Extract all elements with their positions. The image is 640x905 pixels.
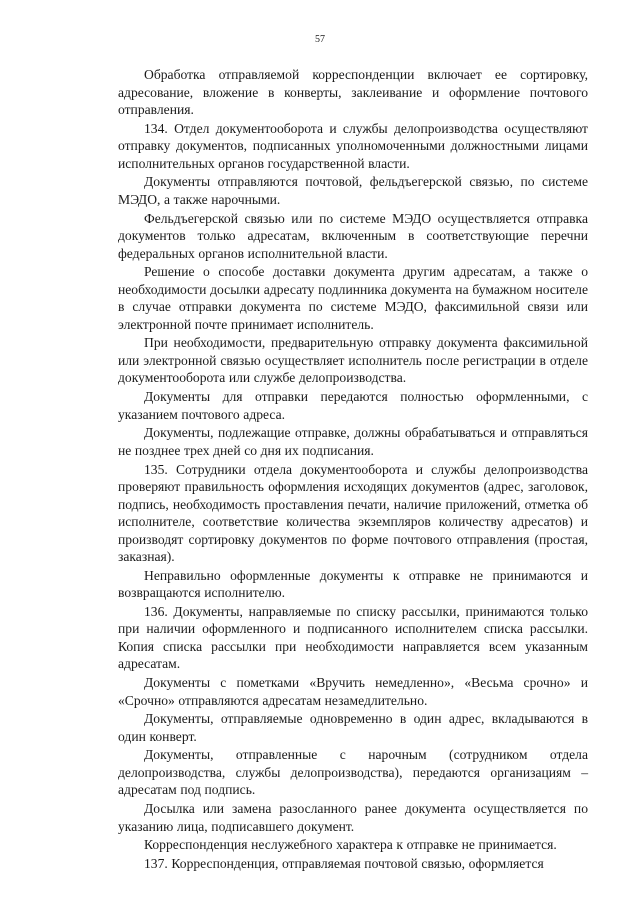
paragraph: Документы, отправляемые одновременно в один адрес, вкладываются в один конверт.	[118, 711, 588, 744]
paragraph: Документы с пометками «Вручить немедленно», «Весьма срочно» и «Срочно» отправляются адресатам незамедлительно.	[118, 675, 588, 708]
paragraph: 134. Отдел документооборота и службы делопроизводства осуществляют отправку документов, подписанных уполномоченными должностными лицами исполнительных органов государственной власти.	[118, 120, 588, 171]
paragraph: Документы, подлежащие отправке, должны обрабатываться и отправляться не позднее трех дней со дня их подписания.	[118, 425, 588, 458]
paragraph: Обработка отправляемой корреспонденции включает ее сортировку, адресование, вложение в конверты, заклеивание и оформление почтового отправления.	[118, 67, 588, 117]
paragraph: 136. Документы, направляемые по списку рассылки, принимаются только при наличии оформленного и подписанного исполнителем списка рассылки. Копия списка рассылки при необходимости направляется всем указанным адресатам.	[118, 603, 588, 672]
paragraph: 135. Сотрудники отдела документооборота и службы делопроизводства проверяют правильность оформления исходящих документов (адрес, заголовок, подпись, необходимость проставления печати, наличие приложений, отметка об исполнителе, соответствие количества экземпляров количеству адресатов) и производят сортировку документов по форме почтового отправления (простая, заказная).	[118, 461, 588, 564]
paragraph: 137. Корреспонденция, отправляемая почтовой связью, оформляется	[144, 856, 544, 871]
document-body	[118, 66, 588, 874]
paragraph: Корреспонденция неслужебного характера к отправке не принимается.	[144, 837, 557, 853]
page-number: 57	[315, 34, 325, 45]
paragraph: При необходимости, предварительную отправку документа факсимильной или электронной связью осуществляет исполнитель после регистрации в отделе документооборота или службе делопроизводства.	[118, 335, 588, 386]
paragraph: Документы отправляются почтовой, фельдъегерской связью, по системе МЭДО, а также нарочными.	[118, 174, 588, 207]
paragraph: Решение о способе доставки документа другим адресатам, а также о необходимости досылки адресату подлинника документа на бумажном носителе в случае отправки документа по системе МЭДО, факсимильной связи или электронной почте принимает исполнитель.	[118, 264, 588, 332]
paragraph: Досылка или замена разосланного ранее документа осуществляется по указанию лица, подписавшего документ.	[118, 801, 588, 834]
paragraph: Документы, отправленные с нарочным (сотрудником отдела делопроизводства, службы делопроизводства), передаются организациям – адресатам под подпись.	[118, 747, 588, 798]
paragraph: Фельдъегерской связью или по системе МЭДО осуществляется отправка документов только адресатам, включенным в соответствующие перечни федеральных органов исполнительной власти.	[118, 210, 588, 261]
paragraph: Документы для отправки передаются полностью оформленными, с указанием почтового адреса.	[118, 389, 588, 422]
paragraph: Неправильно оформленные документы к отправке не принимаются и возвращаются исполнителю.	[118, 567, 588, 601]
